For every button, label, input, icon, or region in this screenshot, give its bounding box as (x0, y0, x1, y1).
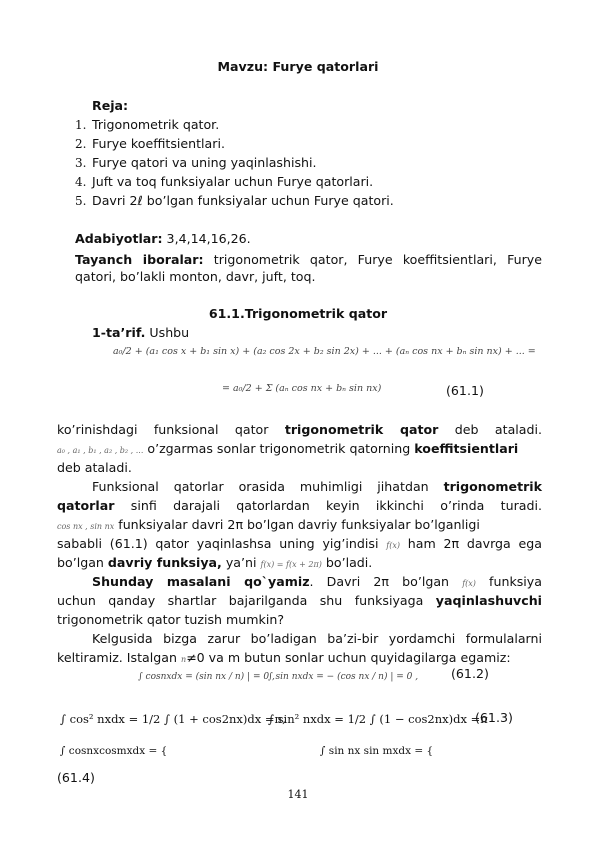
page-number: 141 (287, 788, 309, 801)
text: sababli (61.1) qator yaqinlashsa uning yig’indisi (57, 536, 387, 551)
bold-term: yaqinlashuvchi (435, 593, 542, 608)
text: ko’rinishdagi funksional qator (57, 422, 285, 437)
plan-item (75, 117, 219, 132)
references-text: 3,4,14,16,26. (162, 231, 251, 246)
plan-heading: Reja: (92, 98, 129, 113)
text: sinfi darajali qatorlardan keyin ikkinchi o’rinda turadi. (114, 498, 542, 513)
plan-item-number: 5. (75, 194, 87, 208)
text: . Davri 2π bo’lgan (309, 574, 463, 589)
text: Funksional qatorlar orasida muhimligi jihatdan (92, 479, 444, 494)
section-title: 61.1.Trigonometrik qator (208, 306, 388, 321)
bold-term: trigonometrik qator (284, 422, 439, 437)
references-line (75, 231, 251, 246)
page-title: Mavzu: Furye qatorlari (217, 59, 379, 74)
paragraph-2-line-1 (92, 477, 542, 496)
text: ya’ni (221, 555, 261, 570)
periodicity-formula: f(x) = f(x + 2π) (260, 560, 322, 569)
formula-61-2-b: ∫ sin nxdx = − (cos nx / n) | = 0 , (268, 672, 419, 682)
paragraph-2-line-3 (57, 515, 542, 536)
cos-sin-formula: cos nx , sin nx (57, 522, 115, 531)
plan-item-text: Furye qatori va uning yaqinlashishi. (92, 155, 317, 170)
plan-item-text: Davri 2ℓ bo’lgan funksiyalar uchun Furye qatori. (92, 193, 394, 208)
paragraph-4-line-1: Kelgusida bizga zarur bo’ladigan ba’zi-bir yordamchi formulalarni (92, 631, 542, 646)
plan-item (75, 136, 225, 151)
keywords-line (75, 250, 542, 269)
paragraph-3-line-2 (57, 591, 542, 610)
plan-item (75, 155, 317, 170)
fx-formula: f(x) (462, 579, 476, 588)
text: uchun qanday shartlar bajarilganda shu funksiyaga (57, 593, 436, 608)
keywords-label: Tayanch iboralar: (75, 252, 204, 267)
definition-label: 1-ta’rif. (92, 325, 146, 340)
paragraph-1-line-2 (57, 439, 542, 460)
paragraph-1-line-3: deb ataladi. (57, 460, 132, 475)
paragraph-2-line-2 (57, 496, 542, 515)
n-symbol: n (180, 655, 187, 664)
plan-item-text: Trigonometrik qator. (92, 117, 220, 132)
text: o’zgarmas sonlar trigonometrik qatorning (143, 441, 415, 456)
paragraph-1-line-1 (57, 420, 542, 439)
formula-61-4-a: ∫ cosnxcosmxdx = { (60, 745, 168, 757)
text: ham 2π davrga ega (399, 536, 542, 551)
fx-formula: f(x) (386, 541, 400, 550)
text: bo’lgan (57, 555, 108, 570)
keywords-text: trigonometrik qator, Furye koeffitsientlari, Furye (203, 252, 542, 267)
paragraph-3-line-1 (92, 572, 542, 593)
formula-61-3-a: ∫ cos² nxdx = 1/2 ∫ (1 + cos2nx)dx =π, (60, 712, 286, 726)
bold-term: trigonometrik (443, 479, 542, 494)
equation-number-61-4: (61.4) (57, 770, 95, 785)
bold-term: koeffitsientlari (414, 441, 519, 456)
paragraph-2-line-5 (57, 553, 542, 574)
plan-item (75, 174, 373, 189)
equation-number-61-3: (61.3) (475, 710, 513, 725)
plan-item-text: Juft va toq funksiyalar uchun Furye qatorlari. (92, 174, 374, 189)
references-label: Adabiyotlar: (75, 231, 163, 246)
plan-item-number: 3. (75, 156, 87, 170)
plan-item-number: 1. (75, 118, 87, 132)
text: bo’ladi. (321, 555, 373, 570)
equation-number-61-2: (61.2) (451, 666, 489, 681)
text: keltiramiz. Istalgan (57, 650, 181, 665)
formula-61-4-b: ∫ sin nx sin mxdx = { (320, 745, 434, 757)
definition-text: Ushbu (145, 325, 190, 340)
text: deb ataladi. (438, 422, 543, 437)
text: funksiya (475, 574, 542, 589)
plan-item (75, 193, 394, 208)
plan-item-number: 2. (75, 137, 87, 151)
formula-61-1-line-1: a₀/2 + (a₁ cos x + b₁ sin x) + (a₂ cos 2x + b₂ sin 2x) + ... + (aₙ cos nx + bₙ sin nx) + ... = (113, 346, 536, 357)
formula-61-1-line-2: = a₀/2 + Σ (aₙ cos nx + bₙ sin nx) (222, 383, 382, 394)
text: funksiyalar davri 2π bo’lgan davriy funksiyalar bo’lganligi (114, 517, 480, 532)
formula-61-3-b: ∫ sin² nxdx = 1/2 ∫ (1 − cos2nx)dx =π (268, 712, 488, 726)
plan-item-text: Furye koeffitsientlari. (92, 136, 225, 151)
coefficients-formula: a₀ , a₁ , b₁ , a₂ , b₂ , ... (57, 446, 144, 455)
paragraph-2-line-4 (57, 534, 542, 555)
paragraph-3-line-3: trigonometrik qator tuzish mumkin? (57, 612, 285, 627)
bold-term: Shunday masalani qo`yamiz (92, 574, 310, 589)
definition-line (92, 325, 189, 340)
formula-61-2-a: ∫ cosnxdx = (sin nx / n) | = 0 , (138, 672, 275, 682)
plan-item-number: 4. (75, 175, 87, 189)
equation-number-61-1: (61.1) (446, 383, 484, 398)
keywords-line-2: qatori, bo’lakli monton, davr, juft, toq. (75, 269, 316, 284)
text: ≠0 va m butun sonlar uchun quyidagilarga egamiz: (186, 650, 511, 665)
bold-term: davriy funksiya, (107, 555, 222, 570)
bold-term: qatorlar (57, 498, 115, 513)
